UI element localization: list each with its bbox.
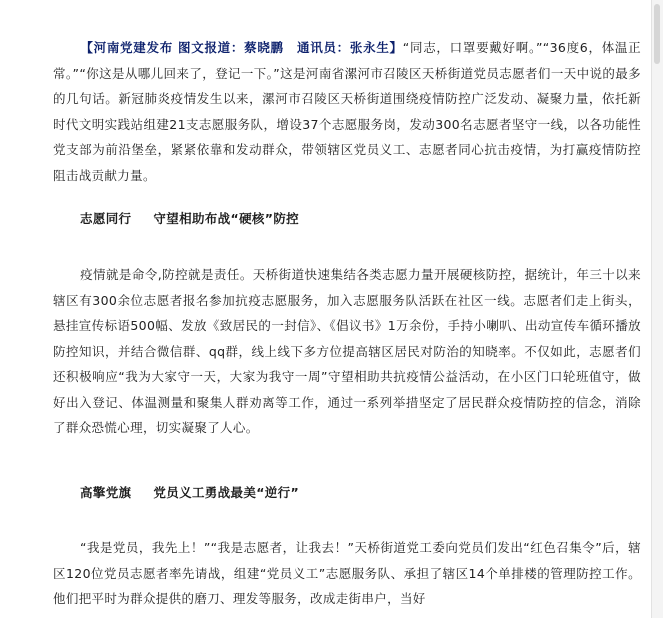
intro-paragraph bbox=[53, 35, 641, 188]
section-paragraph-party bbox=[53, 535, 641, 612]
vertical-scrollbar[interactable] bbox=[651, 0, 663, 618]
section-body: 疫情就是命令,防控就是责任。天桥街道快速集结各类志愿力量开展硬核防控，据统计，年三十以来辖区有300余位志愿者报名参加抗疫志愿服务，加入志愿服务队活跃在社区一线。志愿者们走上街头，悬挂宣传标语500幅、发放《致居民的一封信》、《倡议书》1万余份，手持小喇叭、出动宣传车循环播放防控知识，并结合微信群、qq群，线上线下多方位提高辖区居民对防治的知晓率。不仅如此，志愿者们还积极响应“我为大家守一天，大家为我守一周”守望相助共抗疫情公益活动，在小区门口轮班值守，做好出入登记、体温测量和聚集人群劝离等工作，通过一系列举措坚定了居民群众疫情防控的信念，消除了群众恐慌心理，切实凝聚了人心。 bbox=[53, 267, 641, 435]
section-body: “我是党员，我先上！”“我是志愿者，让我去！”天桥街道党工委向党员们发出“红色召集令”后，辖区120位党员志愿者率先请战，组建“党员义工”志愿服务队、承担了辖区14个单排楼的管理防控工作。他们把平时为群众提供的磨刀、理发等服务，改成走街串户，当好 bbox=[53, 540, 641, 606]
section-title: 党员义工勇战最美“逆行” bbox=[153, 485, 300, 500]
section-label: 志愿同行 bbox=[80, 211, 132, 226]
section-label: 高擎党旗 bbox=[80, 485, 132, 500]
section-heading-volunteer bbox=[80, 209, 299, 227]
intro-text: “同志，口罩要戴好啊。”“36度6，体温正常。”“你这是从哪儿回来了，登记一下。”这是河南省漯河市召陵区天桥街道党员志愿者们一天中说的最多的几句话。新冠肺炎疫情发生以来，漯河市召陵区天桥街道围绕疫情防控广泛发动、凝聚力量，依托新时代文明实践站组建21支志愿服务队，增设37个志愿服务岗，发动300名志愿者坚守一线，以各功能性党支部为前沿堡垒，紧紧依靠和发动群众，带领辖区党员义工、志愿者同心抗击疫情，为打赢疫情防控阻击战贡献力量。 bbox=[53, 40, 641, 183]
section-title: 守望相助布战“硬核”防控 bbox=[153, 211, 300, 226]
scrollbar-thumb[interactable] bbox=[654, 4, 660, 64]
byline-lead: 【河南党建发布 图文报道：蔡晓鹏 通讯员：张永生】 bbox=[80, 40, 403, 55]
section-heading-party bbox=[80, 483, 299, 501]
section-paragraph-volunteer bbox=[53, 262, 641, 441]
